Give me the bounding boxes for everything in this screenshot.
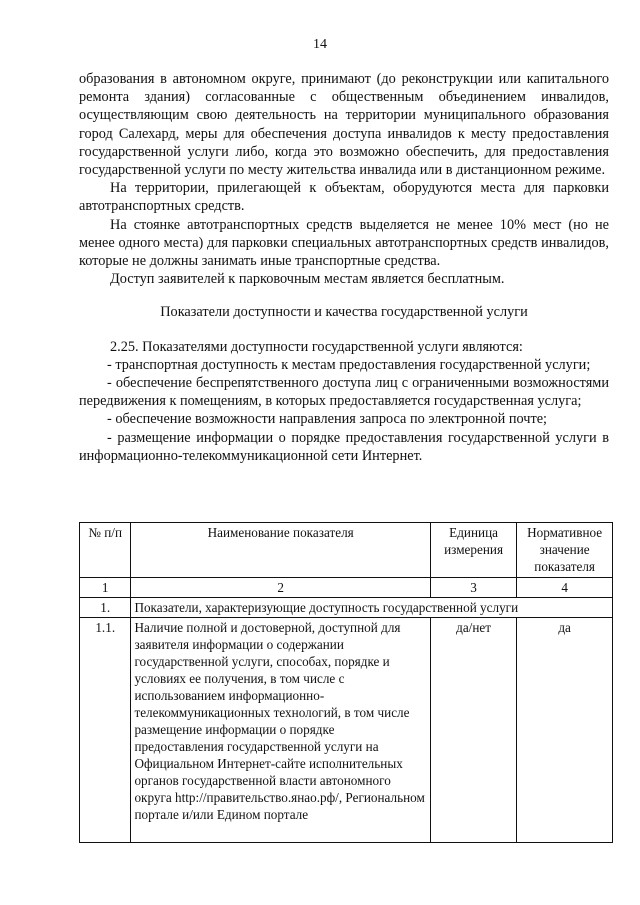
bullet-item: - обеспечение беспрепятственного доступа лиц с ограниченными возможностями передвижения к помещениям, в которых предоставляется государственная услуга; — [79, 375, 609, 410]
paragraph: На стоянке автотранспортных средств выделяется не менее 10% мест (но не менее одного места) для парковки специальных автотранспортных средств инвалидов, которые не должны занимать иные транспортные средства. — [79, 216, 609, 270]
header-unit: Единица измерения — [430, 523, 516, 578]
column-number: 2 — [131, 578, 430, 598]
bullet-item: - размещение информации о порядке предоставления государственной услуги в информационно-телекоммуникационной сети Интернет. — [79, 429, 609, 464]
page-number: 14 — [313, 37, 327, 52]
table-header-row — [80, 523, 613, 578]
column-number: 3 — [430, 578, 516, 598]
paragraph: образования в автономном округе, принимают (до реконструкции или капитального ремонта здания) согласованные с общественным объединением инвалидов, осуществляющим свою деятельность на территории муниципального образования город Салехард, меры для обеспечения доступа инвалидов к месту предоставления государственной услуги либо, когда это возможно обеспечить, для предоставления государственной услуги по месту жительства инвалида или в дистанционном режиме. — [79, 71, 609, 179]
header-norm: Нормативное значение показателя — [517, 523, 613, 578]
row-unit: да/нет — [430, 618, 516, 843]
header-name: Наименование показателя — [131, 523, 430, 578]
row-name: Наличие полной и достоверной, доступной для заявителя информации о содержании государственной услуги, способах, порядке и условиях ее получения, в том числе с использованием информационно-телекоммуникационных технологий, в том числе размещение информации о порядке предоставления государственной услуги на Официальном Интернет-сайте исполнительных органов государственной власти автономного округа http://правительство.янао.рф/, Региональном портале и/или Едином портале — [131, 618, 430, 843]
header-num: № п/п — [80, 523, 131, 578]
item-2-25: 2.25. Показателями доступности государственной услуги являются: — [110, 338, 523, 355]
paragraph: Доступ заявителей к парковочным местам является бесплатным. — [110, 271, 505, 288]
paragraph: На территории, прилегающей к объектам, оборудуются места для парковки автотранспортных средств. — [79, 180, 609, 215]
document-body — [79, 70, 609, 465]
section-title: Показатели, характеризующие доступность государственной услуги — [131, 598, 613, 618]
row-norm: да — [517, 618, 613, 843]
column-number: 1 — [80, 578, 131, 598]
section-num: 1. — [80, 598, 131, 618]
column-number: 4 — [517, 578, 613, 598]
indicators-table — [79, 522, 613, 843]
bullet-item: - транспортная доступность к местам предоставления государственной услуги; — [107, 356, 591, 373]
table-row — [80, 618, 613, 843]
row-num: 1.1. — [80, 618, 131, 843]
bullet-item: - обеспечение возможности направления запроса по электронной почте; — [107, 411, 548, 428]
section-row — [80, 598, 613, 618]
section-heading: Показатели доступности и качества государственной услуги — [160, 304, 528, 321]
column-number-row — [80, 578, 613, 598]
